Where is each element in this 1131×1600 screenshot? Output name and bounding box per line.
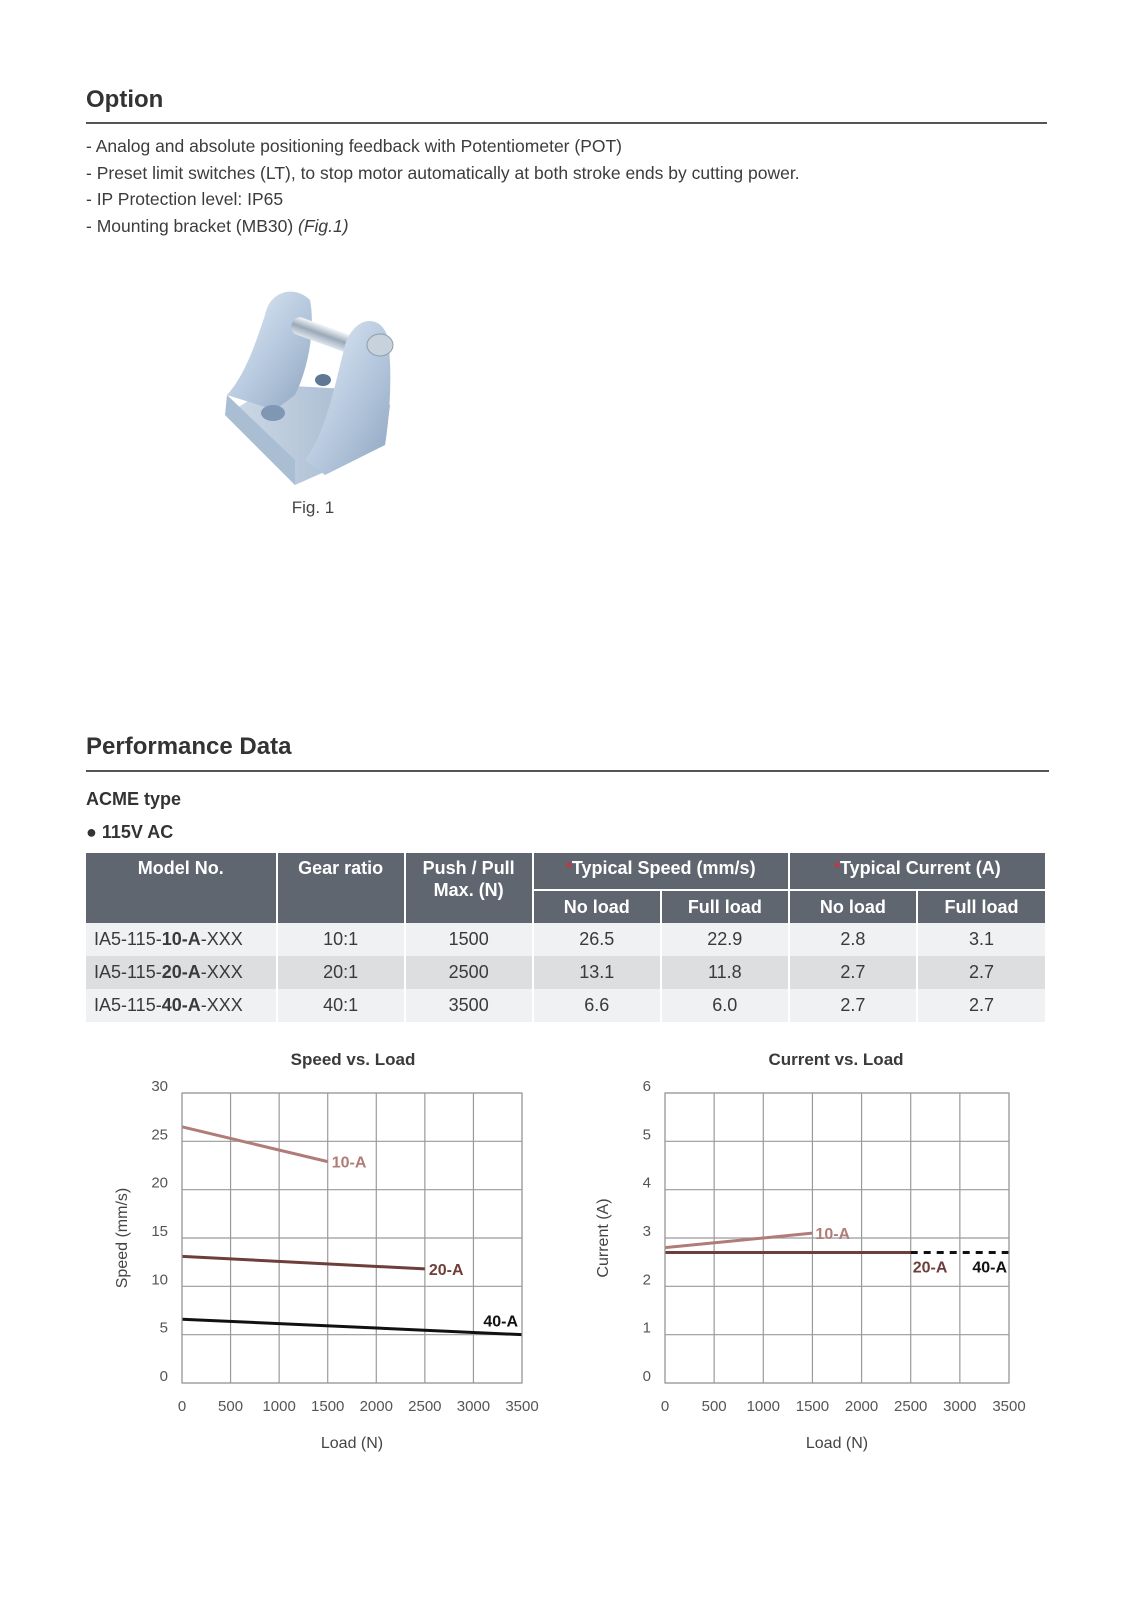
current-vs-load-chart	[590, 1070, 1040, 1460]
series-label: 10-A	[331, 1154, 367, 1172]
x-tick-label: 3500	[992, 1398, 1026, 1415]
acme-type-label: ACME type	[86, 789, 182, 809]
cell-push-pull: 2500	[406, 956, 532, 989]
x-tick-label: 500	[218, 1398, 244, 1415]
x-tick-label: 2500	[408, 1398, 442, 1415]
option-item	[86, 160, 800, 187]
figure-reference: (Fig.1)	[298, 215, 349, 236]
y-tick-label: 2	[642, 1271, 651, 1289]
option-item	[86, 213, 800, 240]
speed-chart-title: Speed vs. Load	[290, 1050, 416, 1069]
x-tick-label: 500	[701, 1398, 727, 1415]
cell-model: IA5-115-40-A-XXX	[86, 989, 276, 1022]
header-model: Model No.	[86, 853, 276, 923]
current-chart-title: Current vs. Load	[768, 1050, 904, 1069]
series-label: 20-A	[912, 1259, 948, 1277]
option-list	[86, 133, 800, 239]
x-tick-label: 0	[177, 1398, 187, 1415]
x-tick-label: 1500	[795, 1398, 830, 1415]
speed-vs-load-chart	[100, 1070, 550, 1460]
cell-current-full-load: 3.1	[918, 923, 1045, 956]
cell-speed-no-load: 6.6	[534, 989, 660, 1022]
series-line-20-A	[182, 1256, 425, 1269]
table-row	[86, 923, 1045, 956]
y-tick-label: 10	[151, 1271, 168, 1289]
cell-speed-no-load: 26.5	[534, 923, 660, 956]
y-tick-label: 15	[151, 1223, 168, 1240]
performance-heading: Performance Data	[86, 733, 292, 760]
x-axis-label: Load (N)	[805, 1435, 869, 1452]
series-label: 20-A	[428, 1261, 464, 1279]
series-label: 10-A	[815, 1226, 851, 1244]
cell-gear-ratio: 40:1	[278, 989, 404, 1022]
y-tick-label: 30	[151, 1078, 168, 1095]
cell-push-pull: 1500	[406, 923, 532, 956]
option-item	[86, 133, 800, 160]
y-tick-label: 20	[151, 1174, 168, 1192]
y-tick-label: 25	[151, 1126, 168, 1144]
cell-current-no-load: 2.8	[790, 923, 916, 956]
option-item-text: - Preset limit switches (LT), to stop motor automatically at both stroke ends by cutting power.	[86, 162, 800, 183]
y-tick-label: 6	[642, 1078, 651, 1095]
option-heading: Option	[86, 86, 164, 113]
y-axis-label: Speed (mm/s)	[114, 1187, 131, 1289]
header-speed-full-load: Full load	[662, 889, 788, 923]
performance-divider	[86, 770, 1049, 772]
mounting-bracket-image	[215, 285, 415, 495]
y-tick-label: 5	[159, 1319, 168, 1337]
x-tick-label: 1000	[262, 1398, 296, 1415]
table-row	[86, 956, 1045, 989]
option-item-text: - Analog and absolute positioning feedback with Potentiometer (POT)	[86, 136, 623, 156]
y-tick-label: 5	[642, 1126, 651, 1144]
cell-model: IA5-115-10-A-XXX	[86, 923, 276, 956]
cell-speed-full-load: 11.8	[662, 956, 788, 989]
y-tick-label: 0	[642, 1368, 651, 1385]
cell-speed-full-load: 6.0	[662, 989, 788, 1022]
header-current-full-load: Full load	[918, 889, 1045, 923]
series-line-10-A	[665, 1233, 812, 1248]
x-tick-label: 3500	[505, 1398, 539, 1415]
cell-gear-ratio: 10:1	[278, 923, 404, 956]
x-tick-label: 1500	[311, 1398, 345, 1415]
cell-speed-no-load: 13.1	[534, 956, 660, 989]
footnote-star: *	[566, 859, 572, 876]
x-tick-label: 3000	[456, 1398, 491, 1415]
header-speed-no-load: No load	[534, 889, 660, 923]
cell-model: IA5-115-20-A-XXX	[86, 956, 276, 989]
header-typical-speed: *Typical Speed (mm/s)	[534, 853, 788, 889]
x-tick-label: 3000	[943, 1398, 977, 1415]
cell-current-full-load: 2.7	[918, 956, 1045, 989]
cell-speed-full-load: 22.9	[662, 923, 788, 956]
y-tick-label: 1	[642, 1319, 651, 1337]
series-label: 40-A	[483, 1313, 518, 1331]
y-tick-label: 3	[642, 1223, 651, 1240]
option-divider	[86, 122, 1047, 124]
header-gear-ratio: Gear ratio	[278, 853, 404, 923]
x-axis-label: Load (N)	[320, 1435, 384, 1452]
option-item	[86, 186, 800, 213]
y-tick-label: 0	[159, 1368, 168, 1385]
footnote-star: *	[834, 859, 840, 876]
header-push-pull: Push / Pull Max. (N)	[406, 853, 532, 923]
table-row	[86, 989, 1045, 1022]
series-line-10-A	[182, 1127, 328, 1162]
cell-push-pull: 3500	[406, 989, 532, 1022]
series-line-40-A	[182, 1319, 522, 1334]
cell-current-no-load: 2.7	[790, 989, 916, 1022]
performance-table	[84, 853, 1047, 1022]
cell-current-no-load: 2.7	[790, 956, 916, 989]
x-tick-label: 2500	[894, 1398, 928, 1415]
option-item-text: - Mounting bracket (MB30)	[86, 215, 299, 236]
x-tick-label: 0	[660, 1398, 670, 1415]
cell-gear-ratio: 20:1	[278, 956, 404, 989]
voltage-label: ● 115V AC	[86, 822, 174, 842]
series-label: 40-A	[972, 1259, 1007, 1277]
figure-caption: Fig. 1	[291, 498, 335, 517]
y-axis-label: Current (A)	[595, 1198, 612, 1278]
x-tick-label: 2000	[844, 1398, 879, 1415]
x-tick-label: 2000	[359, 1398, 393, 1415]
x-tick-label: 1000	[746, 1398, 780, 1415]
header-typical-current: *Typical Current (A)	[790, 853, 1045, 889]
header-current-no-load: No load	[790, 889, 916, 923]
y-tick-label: 4	[642, 1174, 651, 1192]
cell-current-full-load: 2.7	[918, 989, 1045, 1022]
option-item-text: - IP Protection level: IP65	[86, 189, 284, 209]
